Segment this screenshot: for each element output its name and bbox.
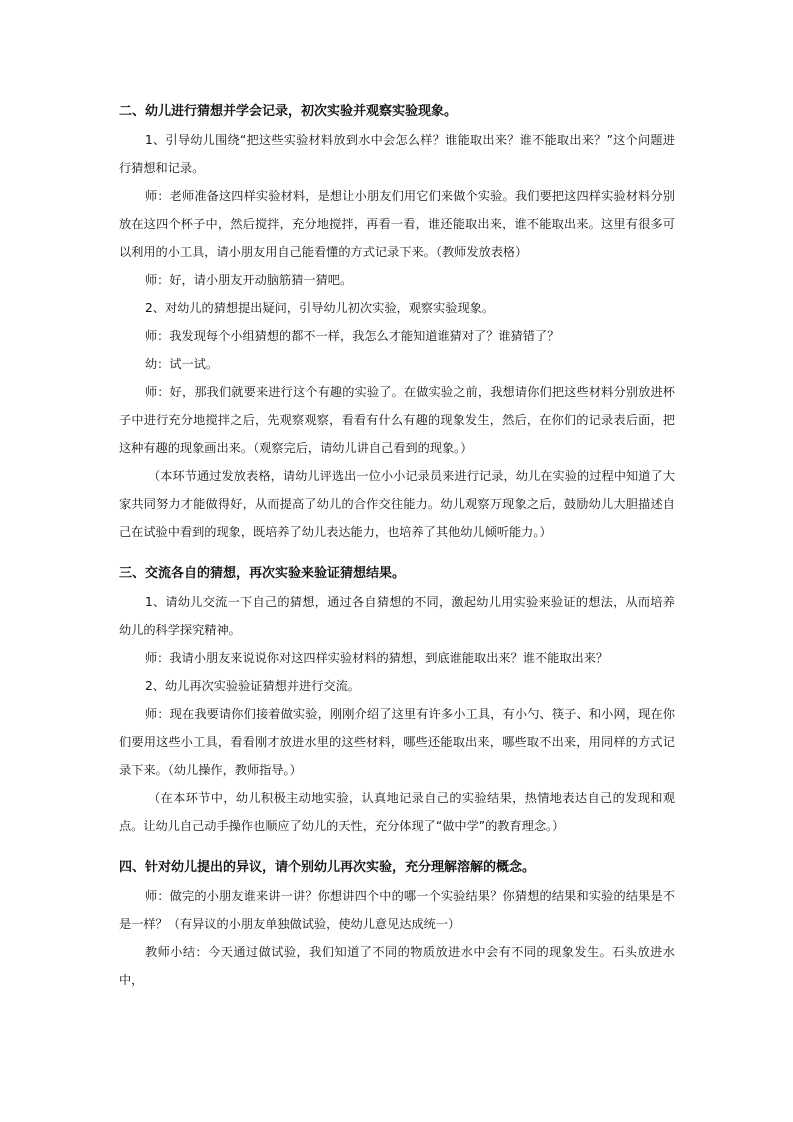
commentary-note: （本环节通过发放表格，请幼儿评选出一位小小记录员来进行记录，幼儿在实验的过程中知道了大家共同努力才能做得好，从而提高了幼儿的合作交往能力。幼儿观察万现象之后，鼓励幼儿大胆描述自己在试验中看到的现象，既培养了幼儿表达能力，也培养了其他幼儿倾听能力。） [119,469,675,539]
paragraph: 师：好，那我们就要来进行这个有趣的实验了。在做实验之前，我想请你们把这些材料分别放进杯子中进行充分地搅拌之后，先观察观察，看看有什么有趣的现象发生，然后，在你们的记录表后面，把这种有趣的现象画出来。（观察完后，请幼儿讲自己看到的现象。） [119,385,675,455]
paragraph: 师：我发现每个小组猜想的都不一样，我怎么才能知道谁猜对了？谁猜错了？ [145,329,560,343]
paragraph: 2、对幼儿的猜想提出疑问，引导幼儿初次实验，观察实验现象。 [145,301,495,315]
paragraph: 幼：试一试。 [145,357,219,371]
section-heading-4: 四、针对幼儿提出的异议，请个别幼儿再次实验，充分理解溶解的概念。 [119,860,536,875]
paragraph: 师：我请小朋友来说说你对这四样实验材料的猜想，到底谁能取出来？谁不能取出来？ [145,651,609,665]
paragraph: 1、引导幼儿围绕“把这些实验材料放到水中会怎么样？谁能取出来？谁不能取出来？”这个问题进行猜想和记录。 [119,133,675,175]
paragraph: 师：老师准备这四样实验材料，是想让小朋友们用它们来做个实验。我们要把这四样实验材料分别放在这四个杯子中，然后搅拌，充分地搅拌，再看一看，谁还能取出来，谁不能取出来。这里有很多可以利用的小工具，请小朋友用自己能看懂的方式记录下来。（教师发放表格） [119,189,675,259]
commentary-note: （在本环节中，幼儿积极主动地实验，认真地记录自己的实验结果，热情地表达自己的发现和观点。让幼儿自己动手操作也顺应了幼儿的天性，充分体现了“做中学”的教育理念。） [119,791,675,833]
paragraph: 师：好，请小朋友开动脑筋猜一猜吧。 [145,273,353,287]
paragraph: 1、请幼儿交流一下自己的猜想，通过各自猜想的不同，激起幼儿用实验来验证的想法，从而培养幼儿的科学探究精神。 [119,595,675,637]
paragraph: 师：现在我要请你们接着做实验，刚刚介绍了这里有许多小工具，有小勺、筷子、和小网，现在你们要用这些小工具，看看刚才放进水里的这些材料，哪些还能取出来，哪些取不出来，用同样的方式记录下来。（幼儿操作，教师指导。） [119,707,675,777]
section-heading-2: 二、幼儿进行猜想并学会记录，初次实验并观察实验现象。 [119,104,458,119]
paragraph: 2、幼儿再次实验验证猜想并进行交流。 [145,679,360,693]
document-body [119,98,675,994]
paragraph: 师：做完的小朋友谁来讲一讲？你想讲四个中的哪一个实验结果？你猜想的结果和实验的结果是不是一样？（有异议的小朋友单独做试验，使幼儿意见达成统一） [119,889,675,931]
section-spacer [119,546,675,560]
section-heading-3: 三、交流各自的猜想，再次实验来验证猜想结果。 [119,566,406,581]
section-spacer [119,840,675,854]
paragraph: 教师小结：今天通过做试验，我们知道了不同的物质放进水中会有不同的现象发生。石头放进水中， [119,945,675,987]
